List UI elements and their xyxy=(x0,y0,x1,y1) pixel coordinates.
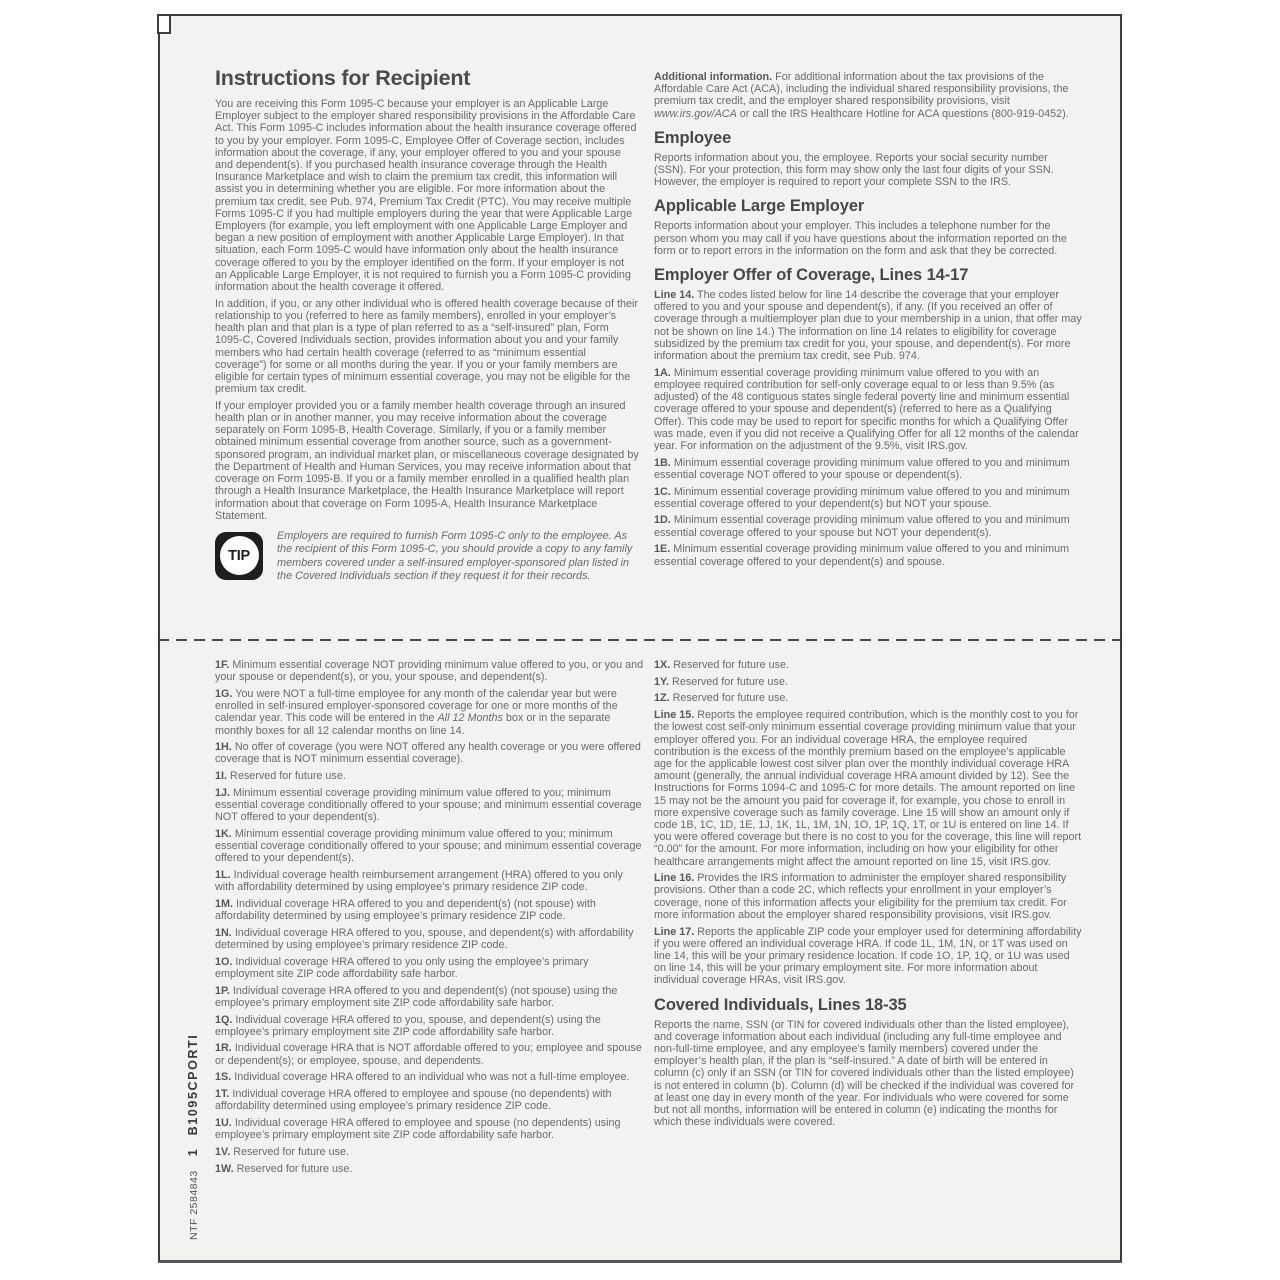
code-item: 1B. Minimum essential coverage providing minimum value offered to you and minimum essential coverage NOT offered to your spouse or dependent(s). xyxy=(654,456,1070,481)
applicable-large-employer-heading: Applicable Large Employer xyxy=(654,197,865,216)
corner-registration-mark xyxy=(157,14,171,34)
code-item: 1E. Minimum essential coverage providing minimum value offered to you and minimum essential coverage offered to your dependent(s) and spouse. xyxy=(654,543,1070,568)
code-item: 1A. Minimum essential coverage providing minimum value offered to you with an employee required contribution for self-only coverage equal to or less than 9.5% (as adjusted) of the 48 contiguous states single federal poverty line and minimum essential coverage offered to your spouse and dependent(s) (referred to here as a Qualifying Offer). This code may be used to report for specific months for which a Qualifying Offer was made, even if you did not receive a Qualifying Offer for all 12 months of the calendar year. For information on the adjustment of the 9.5%, visit IRS.gov. xyxy=(654,366,1079,452)
intro-paragraph-2: In addition, if you, or any other individual who is offered health coverage because of their relationship to you (referred to here as family members), enrolled in your employer’s health plan and that plan is a type of plan referred to as a “self-insured” plan, Form 1095-C, Covered Individuals section, provides information about you and your family members who had certain health coverage (referred to as “minimum essential coverage”) for some or all months during the year. If you or your family members are eligible for certain types of minimum essential coverage, you may not be eligible for the premium tax credit. xyxy=(215,297,638,396)
code-item: 1M. Individual coverage HRA offered to you and dependent(s) (not spouse) with affordability determined by using employee’s primary residence ZIP code. xyxy=(215,897,596,923)
code-item: 1D. Minimum essential coverage providing minimum value offered to you and minimum essential coverage offered to your spouse but NOT your dependent(s). xyxy=(654,514,1070,539)
ntf-number: NTF 2584843 xyxy=(188,1170,200,1240)
codes-left-column xyxy=(215,659,645,1179)
code-item: 1Z. Reserved for future use. xyxy=(654,692,789,705)
code-item: 1W. Reserved for future use. xyxy=(215,1162,353,1175)
code-item: 1R. Individual coverage HRA that is NOT affordable offered to you; employee and spouse or dependent(s); or employee, spouse, and dependents. xyxy=(215,1042,642,1067)
covered-individuals-paragraph: Reports the name, SSN (or TIN for covered individuals other than the listed employee), and coverage information about each individual (including any full-time employee and non-full-time employee, and any employee’s family members) covered under the employer’s health plan, if the plan is “self-insured.” A date of birth will be entered in column (c) only if an SSN (or TIN for covered individuals other than the listed employee) is not entered in column (b). Column (d) will be checked if the individual was covered for at least one day in every month of the year. For individuals who were covered for some but not all months, information will be entered in column (e) indicating the months for which these individuals were covered. xyxy=(654,1018,1075,1129)
line-items-list xyxy=(654,659,1082,987)
code-item: 1V. Reserved for future use. xyxy=(215,1145,350,1158)
instructions-right-column xyxy=(654,71,1082,572)
code-item: 1I. Reserved for future use. xyxy=(215,770,346,783)
code-item: 1G. You were NOT a full-time employee for any month of the calendar year but were enrolled in self-insured employer-sponsored coverage for one or more months of the calendar year. This code will be entered in the All 12 Months box or in the separate monthly boxes for all 12 calendar months on line 14. xyxy=(215,687,618,737)
form-1095c-instructions-page xyxy=(158,14,1122,1263)
code-item: 1N. Individual coverage HRA offered to you, spouse, and dependent(s) with affordability determined by using employee’s primary residence ZIP code. xyxy=(215,926,634,952)
code-item: Line 17. Reports the applicable ZIP code your employer used for determining affordability if you were offered an individual coverage HRA. If code 1L, 1M, 1N, or 1T was used on line 14, this will be your primary residence location. If code 1O, 1P, 1Q, or 1U was used on line 14, this will be your primary employment site. For more information about individual coverage HRAs, visit IRS.gov. xyxy=(654,925,1082,987)
offer-code-list xyxy=(654,289,1082,568)
form-stock-code: B1095CPORTI xyxy=(186,1033,200,1136)
code-item: 1J. Minimum essential coverage providing minimum value offered to you; minimum essential coverage conditionally offered to your spouse; and minimum essential coverage NOT offered to your dependent(s). xyxy=(215,786,642,824)
code-item: 1L. Individual coverage health reimbursement arrangement (HRA) offered to you only with affordability determined by using employee’s primary residence ZIP code. xyxy=(215,869,623,894)
code-item: 1K. Minimum essential coverage providing minimum value offered to you; minimum essential coverage conditionally offered to your spouse; and minimum essential coverage offered to your dependent(s). xyxy=(215,827,642,865)
tip-icon-label: TIP xyxy=(220,536,259,575)
code-item: 1U. Individual coverage HRA offered to employee and spouse (no dependents) using employee’s primary employment site ZIP code affordability safe harbor. xyxy=(215,1117,621,1142)
print-control-code xyxy=(184,1034,202,1240)
employee-heading: Employee xyxy=(654,128,732,147)
code-item: 1Q. Individual coverage HRA offered to you, spouse, and dependent(s) using the employee’s primary employment site ZIP code affordability safe harbor. xyxy=(215,1013,601,1038)
covered-individuals-heading: Covered Individuals, Lines 18-35 xyxy=(654,995,907,1014)
code-item: 1S. Individual coverage HRA offered to an individual who was not a full-time employee. xyxy=(215,1071,630,1084)
code-item: 1C. Minimum essential coverage providing minimum value offered to you and minimum essential coverage offered to your dependent(s) but NOT your spouse. xyxy=(654,485,1070,510)
codes-right-column xyxy=(654,659,1082,1133)
employer-offer-heading: Employer Offer of Coverage, Lines 14-17 xyxy=(654,266,969,285)
sequence-number: 1 xyxy=(186,1149,200,1157)
intro-paragraph-1: You are receiving this Form 1095-C because your employer is an Applicable Large Employer subject to the employer shared responsibility provisions in the Affordable Care Act. This Form 1095-C includes information about the health insurance coverage offered to you by your employer. Form 1095-C, Employee Offer of Coverage section, includes information about the coverage, if any, your employer offered to you and your spouse and dependent(s). If you purchased health insurance coverage through the Health Insurance Marketplace and wish to claim the premium tax credit, this information will assist you in determining whether you are eligible. For more information about the premium tax credit, see Pub. 974, Premium Tax Credit (PTC). You may receive multiple Forms 1095-C if you had multiple employers during the year that were Applicable Large Employers (for example, you left employment with one Applicable Large Employer and began a new position of employment with another Applicable Large Employer). In that situation, each Form 1095-C would have information only about the health insurance coverage offered to you by the employer identified on the form. If your employer is not an Applicable Large Employer, it is not required to furnish you a Form 1095-C providing information about the health coverage it offered. xyxy=(215,98,637,294)
code-item: 1T. Individual coverage HRA offered to employee and spouse (no dependents) with affordability determined using employee’s primary residence ZIP code. xyxy=(215,1088,612,1113)
additional-information-paragraph: Additional information. For additional information about the tax provisions of the Affordable Care Act (ACA), including the individual shared responsibility provisions, the premium tax credit, and the employer shared responsibility provisions, visit www.irs.gov/ACA or call the IRS Healthcare Hotline for ACA questions (800-919-0452). xyxy=(654,71,1069,120)
code-item: 1O. Individual coverage HRA offered to you only using the employee’s primary employment site ZIP code affordability safe harbor. xyxy=(215,955,589,980)
tip-icon xyxy=(215,532,263,580)
intro-paragraph-3: If your employer provided you or a family member health coverage through an insured health plan or in another manner, you may receive information about the coverage separately on Form 1095-B, Health Coverage. Similarly, if you or a family member obtained minimum essential coverage from another source, such as a government-sponsored program, an individual market plan, or miscellaneous coverage designated by the Department of Health and Human Services, you may receive information about that coverage on Form 1095-B. If you or a family member enrolled in a qualified health plan through a Health Insurance Marketplace, the Health Insurance Marketplace will report information about that coverage on Form 1095-A, Health Insurance Marketplace Statement. xyxy=(215,399,639,522)
code-item: 1X. Reserved for future use. xyxy=(654,659,790,671)
additional-information-lead: Additional information. xyxy=(654,71,773,83)
tip-text: Employers are required to furnish Form 1095-C only to the employee. As the recipient of this Form 1095-C, you should provide a copy to any family members covered under a self-insured employer-sponsored plan listed in the Covered Individuals section if they request it for their records. xyxy=(277,529,633,583)
code-item: 1P. Individual coverage HRA offered to you and dependent(s) (not spouse) using the employee’s primary employment site ZIP code affordability safe harbor. xyxy=(215,984,618,1009)
code-item: Line 15. Reports the employee required contribution, which is the monthly cost to you for the lowest cost self-only minimum essential coverage providing minimum value that your employer offered you. For an individual coverage HRA, the employee required contribution is the excess of the monthly premium based on the employee’s applicable age for the applicable lowest cost silver plan over the monthly individual coverage HRA amount (generally, the annual individual coverage HRA amount divided by 12). See the Instructions for Forms 1094-C and 1095-C for more details. The amount reported on line 15 may not be the amount you paid for coverage if, for example, you chose to enroll in more expensive coverage such as family coverage. Line 15 will show an amount only if code 1B, 1C, 1D, 1E, 1J, 1K, 1L, 1M, 1N, 1O, 1P, 1Q, 1T, or 1U is entered on line 14. If you were offered coverage but there is no cost to you for the coverage, this line will report “0.00” for the amount. For more information, including on how your eligibility for other healthcare arrangements might affect the amount reported on line 15, visit IRS.gov. xyxy=(654,709,1082,868)
code-item: Line 16. Provides the IRS information to administer the employer shared responsibility provisions. Other than a code 2C, which reflects your enrollment in your employer’s coverage, none of this information affects your eligibility for the premium tax credit. For more information about the employer shared responsibility provisions, visit IRS.gov. xyxy=(654,872,1067,921)
code-item: 1Y. Reserved for future use. xyxy=(654,675,788,688)
irs-aca-url: www.irs.gov/ACA xyxy=(654,107,737,120)
perforation-dashed-line xyxy=(158,639,1122,641)
code-item: 1F. Minimum essential coverage NOT providing minimum value offered to you, or you and your spouse or dependent(s), or you, your spouse, and dependent(s). xyxy=(215,659,644,684)
applicable-large-employer-paragraph: Reports information about your employer. This includes a telephone number for the person whom you may call if you have questions about the information reported on the form or to report errors in the information on the form and ask that they be corrected. xyxy=(654,220,1067,257)
tip-callout xyxy=(215,530,639,584)
page-title: Instructions for Recipient xyxy=(215,66,471,90)
instructions-left-column xyxy=(215,66,639,584)
employee-paragraph: Reports information about you, the employee. Reports your social security number (SSN). For your protection, this form may show only the last four digits of your SSN. However, the employer is required to report your complete SSN to the IRS. xyxy=(654,151,1054,189)
code-item: Line 14. The codes listed below for line 14 describe the coverage that your employer offered to you and your spouse and dependent(s), if any. (If you received an offer of coverage through a multiemployer plan due to your membership in a union, that offer may not be shown on line 14.) The information on line 14 relates to eligibility for coverage subsidized by the premium tax credit for you, your spouse, and dependent(s). For more information about the premium tax credit, see Pub. 974. xyxy=(654,289,1082,363)
code-item: 1H. No offer of coverage (you were NOT offered any health coverage or you were offered coverage that is NOT minimum essential coverage). xyxy=(215,741,641,766)
